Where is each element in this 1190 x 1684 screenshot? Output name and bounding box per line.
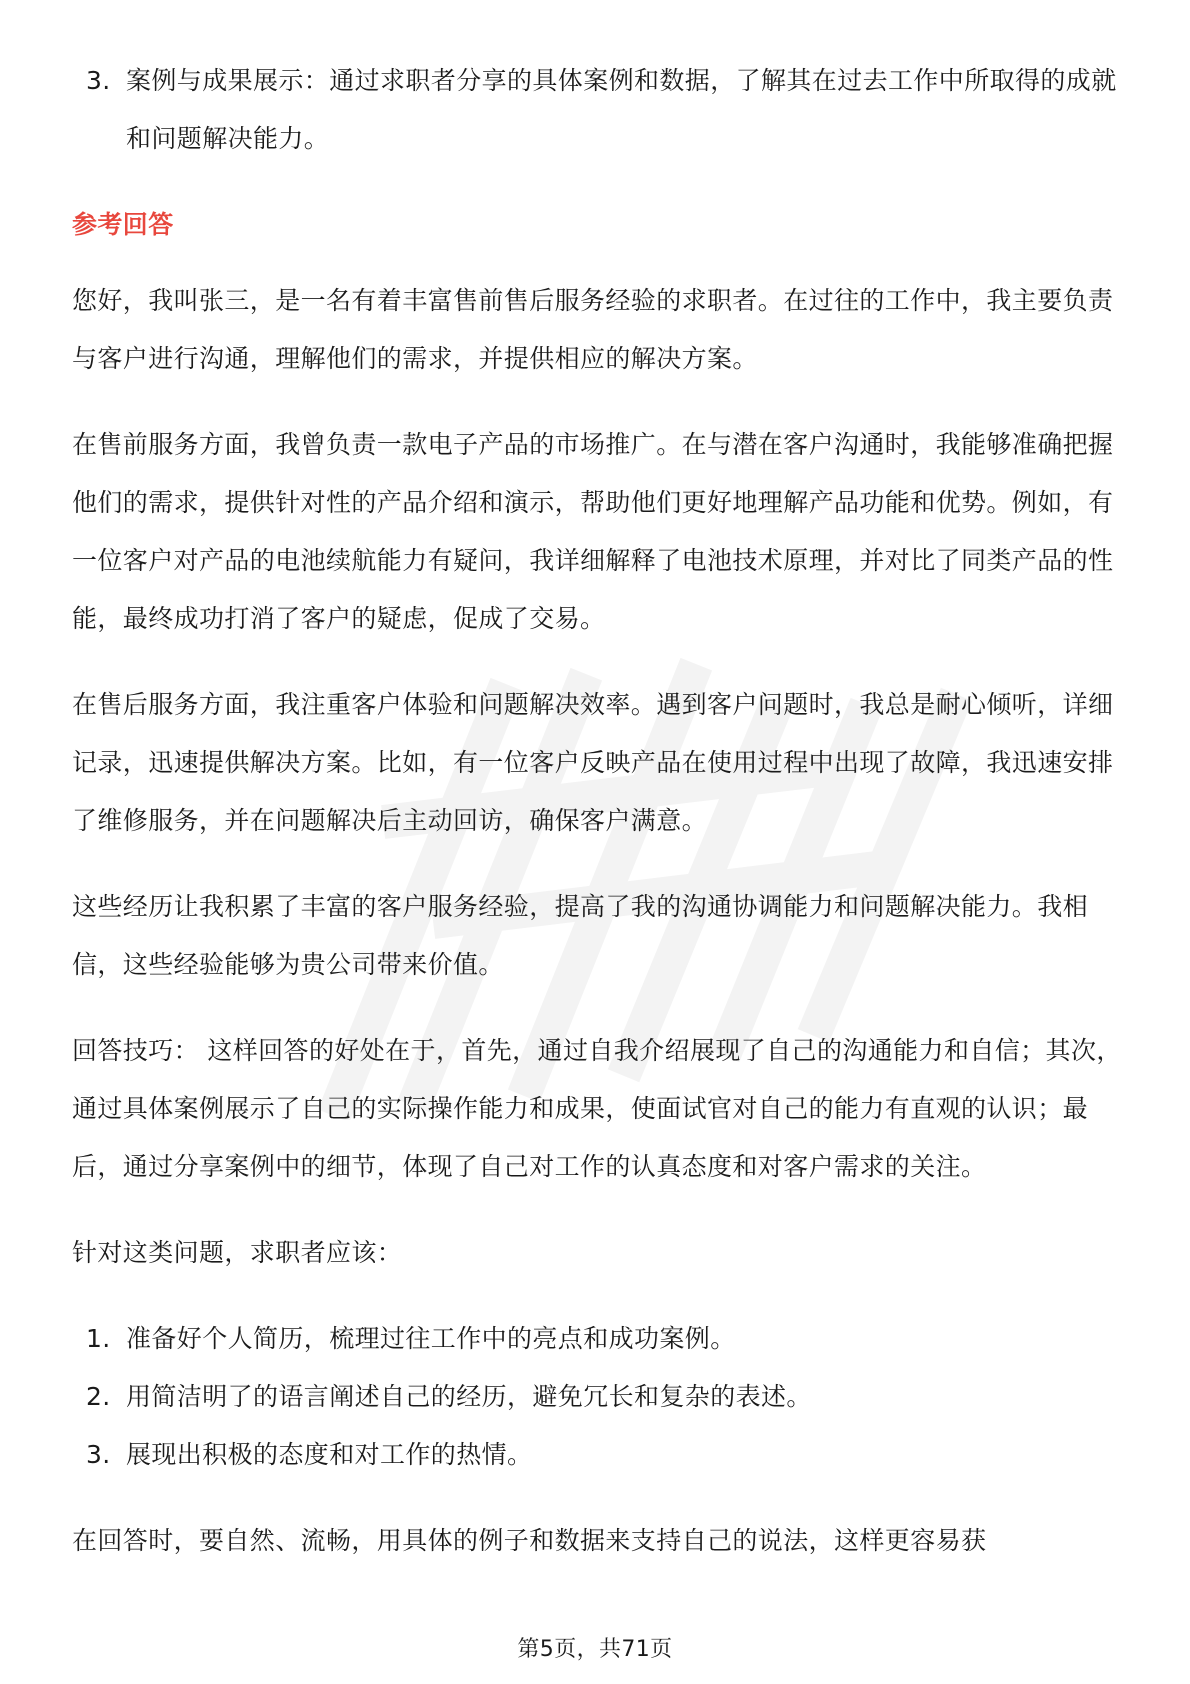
answer-paragraph-presales: 在售前服务方面，我曾负责一款电子产品的市场推广。在与潜在客户沟通时，我能够准确把握他们的需求，提供针对性的产品介绍和演示，帮助他们更好地理解产品功能和优势。例如，有一位客户对产品的电池续航能力有疑问，我详细解释了电池技术原理，并对比了同类产品的性能，最终成功打消了客户的疑虑，促成了交易。 <box>72 430 1114 633</box>
answer-paragraph-intro: 您好，我叫张三，是一名有着丰富售前售后服务经验的求职者。在过往的工作中，我主要负责与客户进行沟通，理解他们的需求，并提供相应的解决方案。 <box>72 286 1114 373</box>
advice-list <box>72 1310 1122 1484</box>
advice-intro: 针对这类问题，求职者应该： <box>72 1238 403 1267</box>
answer-paragraph-aftersales: 在售后服务方面，我注重客户体验和问题解决效率。遇到客户问题时，我总是耐心倾听，详细记录，迅速提供解决方案。比如，有一位客户反映产品在使用过程中出现了故障，我迅速安排了维修服务，并在问题解决后主动回访，确保客户满意。 <box>72 690 1114 835</box>
list-item <box>72 1368 1122 1426</box>
list-item-text: 展现出积极的态度和对工作的热情。 <box>126 1440 533 1469</box>
page-footer: 第5页，共71页 <box>517 1637 673 1662</box>
document-content <box>72 52 1122 1598</box>
closing-paragraph: 在回答时，要自然、流畅，用具体的例子和数据来支持自己的说法，这样更容易获 <box>72 1526 987 1555</box>
list-item <box>72 52 1122 168</box>
list-item-text: 准备好个人简历，梳理过往工作中的亮点和成功案例。 <box>126 1324 736 1353</box>
list-item-number: 2. <box>86 1382 111 1411</box>
section-heading: 参考回答 <box>72 210 174 239</box>
list-item <box>72 1426 1122 1484</box>
answer-paragraph-summary: 这些经历让我积累了丰富的客户服务经验，提高了我的沟通协调能力和问题解决能力。我相信，这些经验能够为贵公司带来价值。 <box>72 892 1089 979</box>
list-item-number: 3. <box>86 66 111 95</box>
list-item-text: 案例与成果展示：通过求职者分享的具体案例和数据，了解其在过去工作中所取得的成就和问题解决能力。 <box>126 66 1117 153</box>
list-item-number: 1. <box>86 1324 111 1353</box>
list-item-text: 用简洁明了的语言阐述自己的经历，避免冗长和复杂的表述。 <box>126 1382 812 1411</box>
answer-tips-paragraph: 回答技巧： 这样回答的好处在于，首先，通过自我介绍展现了自己的沟通能力和自信；其次，通过具体案例展示了自己的实际操作能力和成果，使面试官对自己的能力有直观的认识；最后，通过分享案例中的细节，体现了自己对工作的认真态度和对客户需求的关注。 <box>72 1036 1122 1181</box>
list-item <box>72 1310 1122 1368</box>
list-item-number: 3. <box>86 1440 111 1469</box>
criteria-list <box>72 52 1122 168</box>
